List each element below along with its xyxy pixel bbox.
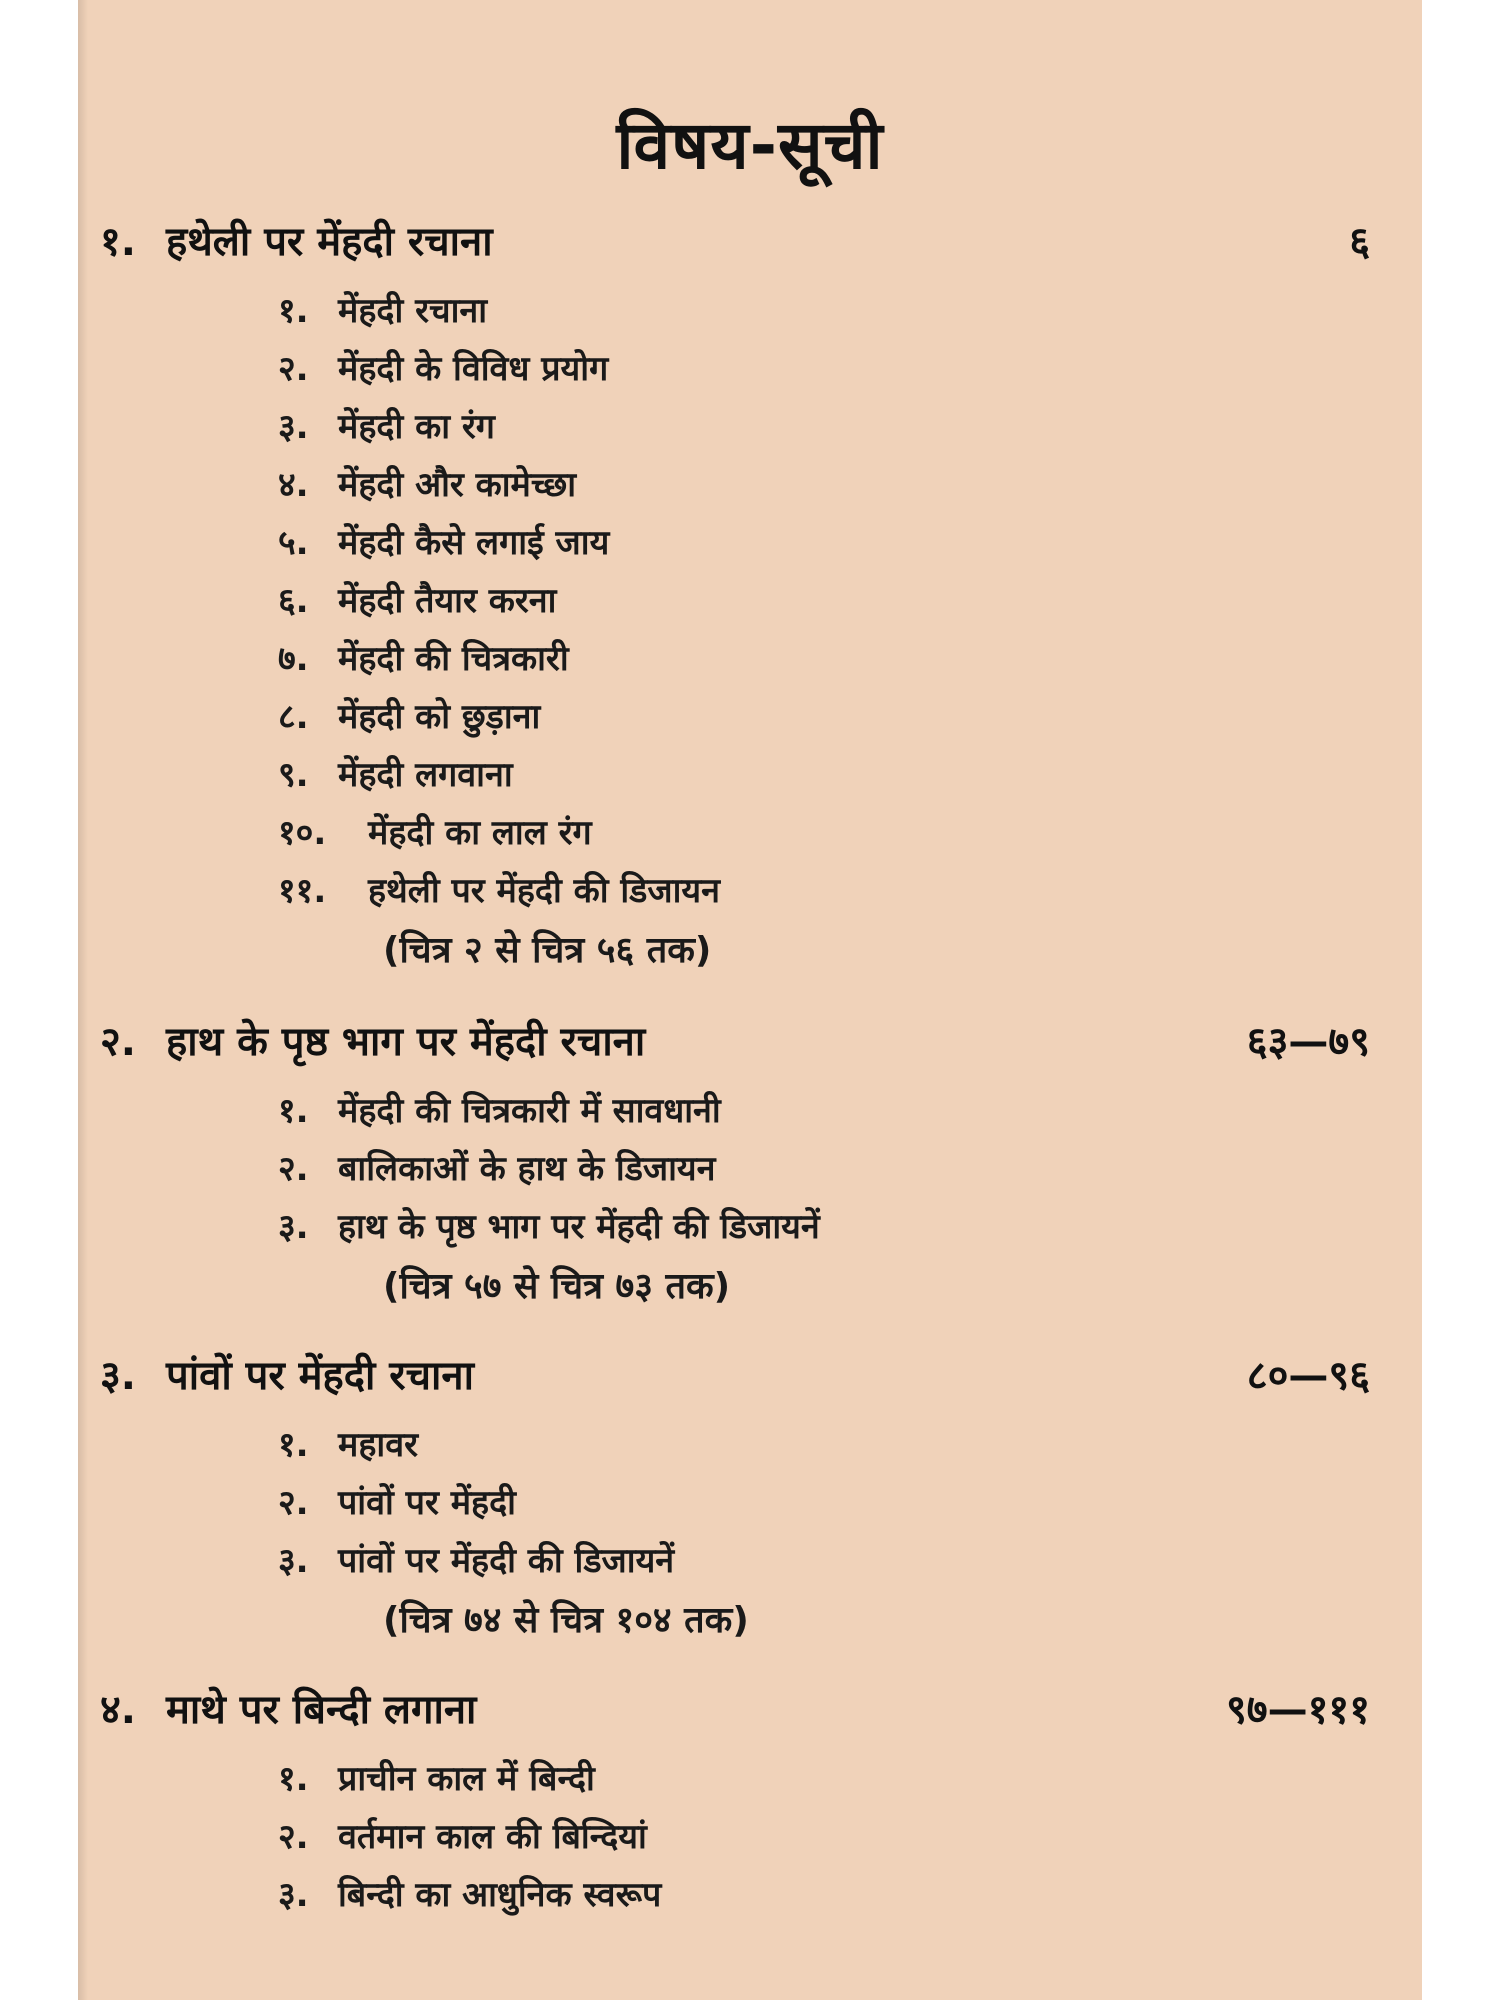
chapter-items: [78, 1420, 1422, 1652]
item-number: १.: [278, 1091, 309, 1131]
chapter-items: [78, 1754, 1422, 1928]
toc-item: [78, 286, 1422, 344]
item-number: १.: [278, 291, 309, 331]
item-number: ८.: [278, 697, 309, 737]
item-number: १०.: [278, 813, 327, 853]
chapter-3: [78, 1346, 1422, 1652]
chapter-number: १.: [100, 219, 136, 265]
item-label: मेंहदी और कामेच्छा: [338, 465, 577, 505]
item-label: मेंहदी की चित्रकारी में सावधानी: [338, 1091, 721, 1131]
item-label: मेंहदी कैसे लगाई जाय: [338, 523, 610, 563]
item-label: हथेली पर मेंहदी की डिजायन: [368, 871, 720, 911]
item-label: प्राचीन काल में बिन्दी: [338, 1759, 595, 1799]
item-label: मेंहदी के विविध प्रयोग: [338, 349, 609, 389]
item-number: ३.: [278, 1207, 309, 1247]
note-text: (चित्र ७४ से चित्र १०४ तक): [383, 1600, 749, 1641]
item-label: मेंहदी का लाल रंग: [368, 813, 592, 853]
toc-item: [78, 1870, 1422, 1928]
chapter-items: [78, 286, 1422, 982]
item-label: मेंहदी का रंग: [338, 407, 495, 447]
toc-item: [78, 634, 1422, 692]
toc-item: [78, 402, 1422, 460]
item-number: १.: [278, 1425, 309, 1465]
figure-range-note: [78, 1260, 1422, 1318]
toc-item: [78, 750, 1422, 808]
toc-item: [78, 344, 1422, 402]
item-number: २.: [278, 1483, 309, 1523]
chapter-number: २.: [100, 1019, 136, 1065]
chapter-heading: [78, 212, 1422, 272]
chapter-pages: ९७—१११: [1226, 1687, 1370, 1733]
chapter-4: [78, 1680, 1422, 1928]
toc-item: [78, 1144, 1422, 1202]
item-label: महावर: [338, 1425, 419, 1465]
item-label: वर्तमान काल की बिन्दियां: [338, 1817, 647, 1857]
chapter-title: पांवों पर मेंहदी रचाना: [166, 1353, 474, 1399]
toc-item: [78, 808, 1422, 866]
item-number: २.: [278, 1817, 309, 1857]
toc-item: [78, 518, 1422, 576]
item-label: हाथ के पृष्ठ भाग पर मेंहदी की डिजायनें: [338, 1207, 820, 1247]
chapter-2: [78, 1012, 1422, 1318]
item-number: २.: [278, 1149, 309, 1189]
item-number: ३.: [278, 1875, 309, 1915]
toc-item: [78, 1086, 1422, 1144]
item-number: ६.: [278, 581, 309, 621]
toc-item: [78, 1536, 1422, 1594]
chapter-title: हथेली पर मेंहदी रचाना: [166, 219, 493, 265]
item-number: ४.: [278, 465, 309, 505]
chapter-number: ३.: [100, 1353, 136, 1399]
item-label: मेंहदी रचाना: [338, 291, 488, 331]
toc-item: [78, 460, 1422, 518]
book-page: [78, 0, 1422, 2000]
chapter-heading: [78, 1680, 1422, 1740]
toc-item: [78, 1478, 1422, 1536]
chapter-heading: [78, 1012, 1422, 1072]
toc-item: [78, 1754, 1422, 1812]
toc-item: [78, 1202, 1422, 1260]
chapter-pages: ६३—७९: [1246, 1019, 1370, 1065]
item-number: २.: [278, 349, 309, 389]
item-label: मेंहदी की चित्रकारी: [338, 639, 569, 679]
toc-item: [78, 1420, 1422, 1478]
figure-range-note: [78, 924, 1422, 982]
item-number: ३.: [278, 1541, 309, 1581]
item-number: ९.: [278, 755, 309, 795]
item-label: पांवों पर मेंहदी की डिजायनें: [338, 1541, 675, 1581]
toc-item: [78, 1812, 1422, 1870]
toc-title: विषय-सूची: [616, 107, 884, 184]
note-text: (चित्र २ से चित्र ५६ तक): [383, 930, 712, 971]
figure-range-note: [78, 1594, 1422, 1652]
item-number: १.: [278, 1759, 309, 1799]
item-number: ३.: [278, 407, 309, 447]
item-label: बालिकाओं के हाथ के डिजायन: [338, 1149, 716, 1189]
item-number: ७.: [278, 639, 309, 679]
chapter-title: माथे पर बिन्दी लगाना: [166, 1687, 477, 1733]
chapter-number: ४.: [100, 1687, 136, 1733]
item-number: ११.: [278, 871, 327, 911]
item-label: बिन्दी का आधुनिक स्वरूप: [338, 1875, 662, 1915]
item-label: पांवों पर मेंहदी: [338, 1483, 516, 1523]
toc-item: [78, 576, 1422, 634]
chapter-heading: [78, 1346, 1422, 1406]
chapter-items: [78, 1086, 1422, 1318]
item-label: मेंहदी लगवाना: [338, 755, 513, 795]
chapter-pages: ६: [1349, 219, 1370, 265]
item-label: मेंहदी तैयार करना: [338, 581, 557, 621]
toc-item: [78, 692, 1422, 750]
chapter-title: हाथ के पृष्ठ भाग पर मेंहदी रचाना: [166, 1019, 646, 1065]
item-number: ५.: [278, 523, 309, 563]
note-text: (चित्र ५७ से चित्र ७३ तक): [383, 1266, 731, 1307]
toc-item: [78, 866, 1422, 924]
item-label: मेंहदी को छुड़ाना: [338, 697, 541, 737]
chapter-pages: ८०—९६: [1246, 1353, 1370, 1399]
chapter-1: [78, 212, 1422, 982]
